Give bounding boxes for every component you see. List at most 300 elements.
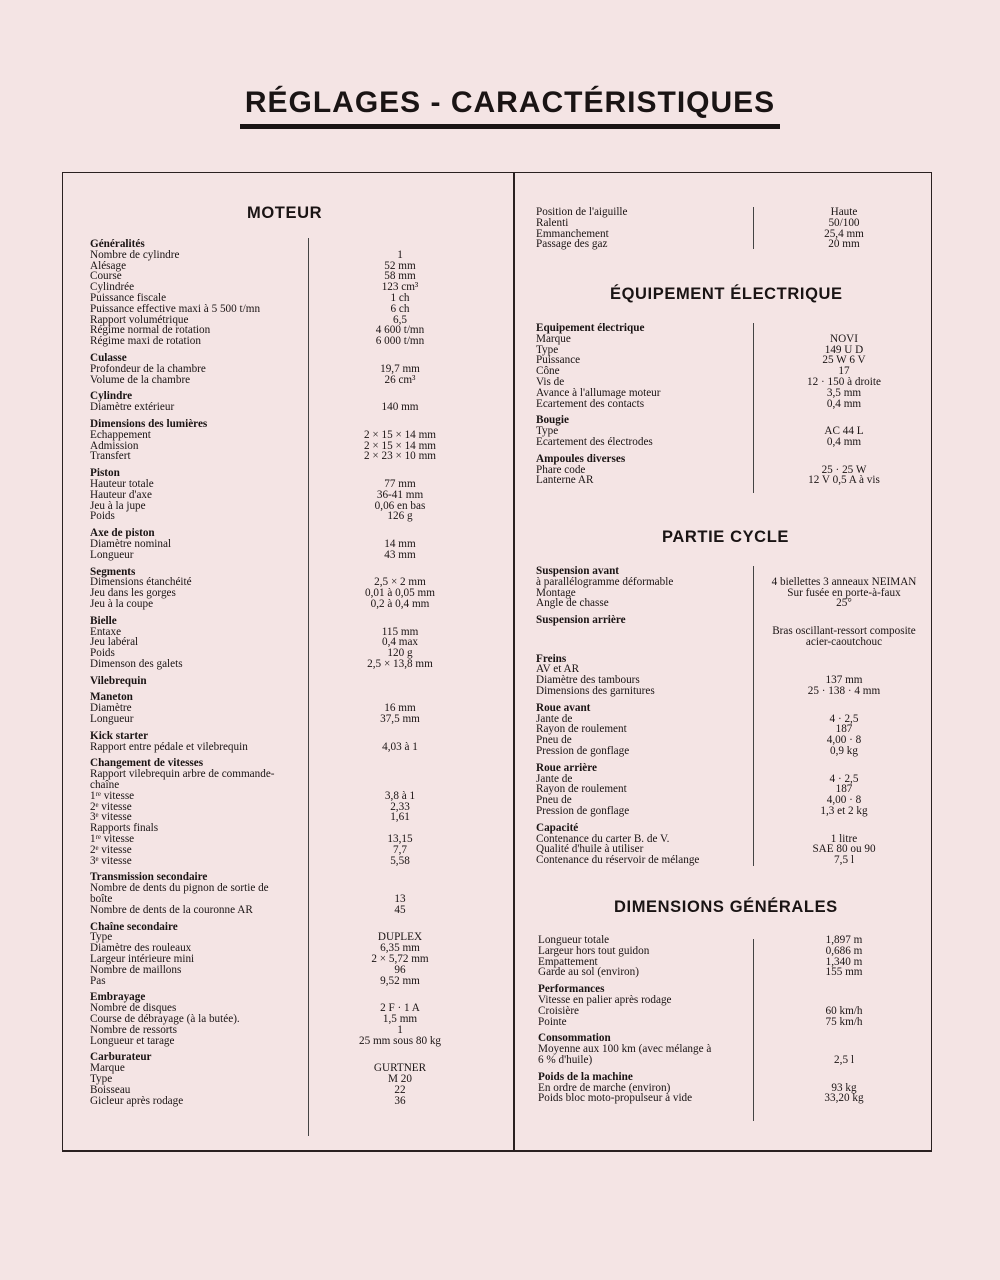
- spec-group-title: Capacité: [536, 821, 579, 834]
- spec-label: Rapports finals: [90, 822, 159, 835]
- spec-value: 6,5: [393, 313, 407, 326]
- spec-group: [90, 920, 429, 987]
- spec-value: 6,35 mm: [380, 942, 420, 955]
- spec-label: Dimenson des galets: [90, 657, 183, 670]
- spec-value: 96: [394, 963, 406, 976]
- spec-label: Course: [90, 270, 122, 283]
- spec-value: 4 600 t/mn: [375, 324, 425, 337]
- spec-label: Rayon de roulement: [536, 783, 627, 796]
- section-heading-electrique: ÉQUIPEMENT ÉLECTRIQUE: [610, 285, 843, 303]
- spec-value: 140 mm: [381, 401, 419, 414]
- spec-value: 37,5 mm: [380, 713, 420, 726]
- spec-row: [536, 206, 858, 218]
- spec-row: [90, 401, 419, 414]
- spec-label: Ralenti: [536, 216, 569, 229]
- spec-value: 4,00 · 8: [826, 734, 862, 747]
- spec-group: [90, 676, 308, 687]
- spec-group-title: Axe de piston: [90, 527, 155, 540]
- spec-label: 1ʳᵉ vitesse: [90, 833, 135, 846]
- spec-label: Ecartement des contacts: [536, 397, 645, 410]
- spec-value: 149 U D: [824, 343, 864, 356]
- spec-label: Nombre de maillons: [90, 963, 182, 976]
- spec-label: Profondeur de la chambre: [90, 362, 206, 375]
- spec-group-title: Piston: [90, 467, 120, 480]
- spec-group-title: Cylindre: [90, 390, 133, 403]
- spec-label: Nombre de dents du pignon de sortie de: [90, 882, 269, 895]
- spec-value: 7,5 l: [834, 854, 854, 867]
- spec-label: Nombre de ressorts: [90, 1023, 177, 1036]
- spec-row: [90, 450, 436, 463]
- spec-group-title: Performances: [538, 983, 605, 996]
- spec-label: 6 % d'huile): [538, 1053, 593, 1066]
- spec-label: Type: [90, 931, 113, 944]
- spec-label: Longueur et tarage: [90, 1034, 175, 1047]
- spec-group-title: Vilebrequin: [90, 674, 147, 687]
- spec-group: [536, 614, 916, 648]
- section-heading-moteur: MOTEUR: [247, 204, 323, 222]
- spec-value: Haute: [830, 206, 858, 218]
- spec-label: Emmanchement: [536, 227, 609, 240]
- spec-value: 9,52 mm: [380, 974, 420, 987]
- spec-value: 0,01 à 0,05 mm: [365, 587, 435, 600]
- spec-group: [90, 351, 420, 386]
- spec-row: [536, 354, 866, 367]
- spec-group-title: Maneton: [90, 691, 133, 704]
- spec-value: 25 W 6 V: [822, 354, 866, 367]
- spec-value: 4 biellettes 3 anneaux NEIMAN: [771, 575, 917, 588]
- section-heading-cycle: PARTIE CYCLE: [662, 528, 789, 546]
- spec-group: [536, 322, 881, 410]
- spec-value: Bras oscillant-ressort composite: [772, 624, 916, 637]
- spec-value: 13,15: [387, 833, 413, 846]
- spec-label: Diamètre extérieur: [90, 401, 175, 414]
- spec-value: 1 ch: [390, 291, 410, 304]
- spec-row: [538, 1004, 863, 1017]
- spec-label: Régime normal de rotation: [90, 324, 211, 337]
- spec-value: 19,7 mm: [380, 362, 420, 375]
- spec-label: En ordre de marche (environ): [538, 1081, 671, 1094]
- spec-label: Diamètre: [90, 702, 132, 715]
- spec-value: 58 mm: [384, 270, 416, 283]
- spec-label: Admission: [90, 439, 139, 452]
- spec-value: 1,897 m: [825, 934, 863, 946]
- spec-value: GURTNER: [373, 1062, 427, 1075]
- spec-value: 2,5 × 2 mm: [374, 576, 426, 589]
- spec-row: [536, 597, 852, 610]
- spec-label: Type: [536, 343, 559, 356]
- spec-group-title: Bielle: [90, 614, 117, 627]
- spec-row: [90, 1094, 406, 1107]
- spec-group-title: Suspension arrière: [536, 614, 626, 627]
- spec-value: 1,3 et 2 kg: [820, 804, 868, 817]
- spec-group: [90, 691, 420, 726]
- spec-label: Jeu dans les gorges: [90, 587, 176, 600]
- spec-value: 17: [838, 365, 850, 378]
- spec-group: [536, 565, 917, 610]
- spec-value: 0,4 mm: [826, 435, 862, 448]
- spec-label: Empattement: [538, 955, 598, 968]
- spec-label: Jante de: [536, 772, 573, 785]
- spec-value: 93 kg: [831, 1081, 857, 1094]
- spec-group-title: Segments: [90, 565, 136, 578]
- spec-group-title: Bougie: [536, 414, 569, 427]
- spec-label: Nombre de disques: [90, 1002, 177, 1015]
- spec-value: 75 km/h: [825, 1015, 863, 1028]
- spec-label: AV et AR: [536, 663, 580, 676]
- spec-row: [538, 944, 863, 957]
- spec-row: [536, 365, 850, 378]
- spec-row: [536, 238, 860, 251]
- spec-value: 2 × 15 × 14 mm: [364, 428, 436, 441]
- spec-group-title: Transmission secondaire: [90, 871, 208, 884]
- spec-group-title: Roue arrière: [536, 761, 597, 774]
- spec-value: 2,5 × 13,8 mm: [367, 657, 433, 670]
- spec-row: [536, 635, 883, 648]
- spec-group: [538, 1070, 864, 1105]
- spec-value: 25,4 mm: [824, 227, 864, 240]
- spec-value: 120 g: [387, 647, 413, 660]
- spec-label: Montage: [536, 586, 576, 599]
- spec-value: 0,2 à 0,4 mm: [370, 597, 430, 610]
- spec-row: [90, 974, 420, 987]
- spec-label: Jeu labéral: [90, 636, 139, 649]
- spec-group: [90, 390, 419, 414]
- spec-label: Hauteur totale: [90, 477, 154, 490]
- spec-label: Lanterne AR: [536, 474, 594, 487]
- title-underline: [240, 124, 780, 129]
- spec-row: [536, 435, 862, 448]
- spec-label: Jeu à la jupe: [90, 499, 146, 512]
- spec-value: Sur fusée en porte-à-faux: [787, 586, 901, 599]
- spec-group: [538, 983, 863, 1028]
- spec-value: 2,33: [390, 800, 410, 813]
- spec-group: [536, 701, 862, 757]
- spec-value: 1,61: [390, 811, 410, 824]
- spec-label: Pneu de: [536, 734, 572, 747]
- spec-label: Longueur: [90, 548, 134, 561]
- spec-label: Pression de gonflage: [536, 744, 630, 757]
- spec-value: 13: [394, 893, 406, 906]
- spec-value: 4,03 à 1: [382, 740, 418, 753]
- spec-label: Gicleur après rodage: [90, 1094, 184, 1107]
- spec-label: Hauteur d'axe: [90, 488, 152, 501]
- spec-group: [538, 1032, 854, 1066]
- column-divider: [513, 172, 515, 1152]
- spec-value: 20 mm: [828, 238, 860, 251]
- spec-value: 25 · 25 W: [821, 463, 867, 476]
- spec-group-title: Généralités: [90, 238, 145, 250]
- spec-value: 77 mm: [384, 477, 416, 490]
- spec-group-title: Dimensions des lumières: [90, 417, 208, 430]
- spec-value: 1 litre: [830, 832, 858, 845]
- spec-label: Dimensions des garnitures: [536, 684, 655, 697]
- spec-label: Poids bloc moto-propulseur à vide: [538, 1092, 693, 1105]
- spec-row: [536, 854, 854, 867]
- spec-value: 36-41 mm: [376, 488, 424, 501]
- spec-group-title: Suspension avant: [536, 565, 620, 577]
- spec-row: [90, 963, 406, 976]
- spec-value: 16 mm: [384, 702, 416, 715]
- spec-value: 12 · 150 à droite: [807, 375, 881, 388]
- spec-row: [536, 216, 860, 229]
- spec-group: [536, 452, 880, 487]
- spec-label: Vis de: [536, 375, 565, 388]
- spec-label: Poids: [90, 510, 115, 523]
- spec-row: [536, 744, 858, 757]
- spec-label: Largeur hors tout guidon: [538, 944, 650, 957]
- spec-value: 2 × 15 × 14 mm: [364, 439, 436, 452]
- spec-row: [90, 335, 425, 348]
- spec-label: Boisseau: [90, 1083, 131, 1096]
- spec-group: [90, 467, 426, 523]
- spec-label: Position de l'aiguille: [536, 206, 628, 218]
- spec-group: [90, 757, 416, 867]
- spec-label: Avance à l'allumage moteur: [536, 386, 661, 399]
- spec-group-title: Equipement électrique: [536, 322, 645, 334]
- section-heading-dimensions: DIMENSIONS GÉNÉRALES: [614, 898, 838, 916]
- spec-row: [90, 488, 424, 501]
- spec-row: [90, 854, 410, 867]
- spec-value: 1: [397, 1023, 403, 1036]
- spec-label: chaîne: [90, 779, 120, 792]
- spec-label: Rayon de roulement: [536, 723, 627, 736]
- spec-value: 2 × 23 × 10 mm: [364, 450, 436, 463]
- spec-value: 25 · 138 · 4 mm: [807, 684, 881, 697]
- spec-label: 3ᵉ vitesse: [90, 811, 132, 824]
- spec-value: 2 × 5,72 mm: [371, 953, 429, 966]
- spec-value: 1,340 m: [825, 955, 863, 968]
- spec-label: Alésage: [90, 259, 127, 272]
- spec-group-title: Culasse: [90, 351, 127, 364]
- spec-row: [90, 373, 416, 386]
- spec-group: [538, 934, 863, 979]
- spec-label: Rapport vilebrequin arbre de commande-: [90, 768, 275, 781]
- spec-label: Diamètre nominal: [90, 537, 172, 550]
- spec-value: 2,5 l: [834, 1053, 854, 1066]
- spec-group: [90, 871, 406, 916]
- spec-label: Contenance du réservoir de mélange: [536, 854, 700, 867]
- spec-value: 5,58: [390, 854, 410, 867]
- spec-value: 25 mm sous 80 kg: [358, 1034, 442, 1047]
- spec-value: 43 mm: [384, 548, 416, 561]
- spec-group: [90, 417, 436, 463]
- spec-label: boîte: [90, 893, 113, 906]
- spec-label: Transfert: [90, 450, 131, 463]
- spec-group-title: Freins: [536, 652, 567, 665]
- spec-value: 155 mm: [825, 966, 863, 979]
- spec-row: [90, 636, 419, 649]
- spec-group: [536, 652, 881, 697]
- spec-label: Course de débrayage (à la butée).: [90, 1013, 240, 1025]
- spec-group-title: Consommation: [538, 1032, 611, 1045]
- spec-label: Poids: [90, 647, 115, 660]
- spec-label: Pointe: [538, 1015, 567, 1028]
- spec-group: [536, 761, 868, 817]
- spec-label: Ecartement des électrodes: [536, 435, 653, 448]
- spec-value: 0,4 max: [381, 636, 419, 649]
- spec-value: 12 V 0,5 A à vis: [808, 474, 880, 487]
- spec-group: [536, 821, 876, 867]
- spec-value: 0,4 mm: [826, 397, 862, 410]
- spec-group: [90, 238, 425, 348]
- spec-row: [536, 474, 880, 487]
- spec-row: [538, 966, 863, 979]
- spec-label: Garde au sol (environ): [538, 966, 639, 979]
- spec-label: Qualité d'huile à utiliser: [536, 843, 644, 856]
- spec-group-title: Poids de la machine: [538, 1070, 633, 1083]
- spec-value: NOVI: [830, 332, 858, 345]
- spec-label: Volume de la chambre: [90, 373, 191, 386]
- spec-label: 1ʳᵉ vitesse: [90, 789, 135, 802]
- spec-row: [90, 1062, 427, 1075]
- spec-group-title: Carburateur: [90, 1051, 152, 1064]
- spec-label: Type: [90, 1072, 113, 1085]
- spec-row: [536, 575, 917, 588]
- spec-row: [536, 804, 868, 817]
- spec-label: Cône: [536, 365, 560, 378]
- spec-label: Croisière: [538, 1004, 580, 1017]
- spec-value: 2 F · 1 A: [380, 1002, 420, 1015]
- spec-row: [90, 302, 410, 315]
- spec-label: Pression de gonflage: [536, 804, 630, 817]
- spec-label: [536, 637, 539, 648]
- spec-group-title: Roue avant: [536, 701, 591, 714]
- electrique-specs: [536, 322, 881, 487]
- spec-label: Largeur intérieure mini: [90, 953, 195, 966]
- spec-label: 2ᵉ vitesse: [90, 800, 132, 813]
- spec-label: Nombre de dents de la couronne AR: [90, 903, 253, 916]
- spec-row: [538, 1053, 854, 1066]
- spec-value: AC 44 L: [824, 425, 864, 438]
- spec-row: [90, 883, 308, 894]
- spec-row: [90, 510, 413, 523]
- spec-value: 14 mm: [384, 537, 416, 550]
- spec-label: Vitesse en palier après rodage: [538, 993, 672, 1006]
- spec-row: [90, 740, 418, 753]
- spec-label: Puissance fiscale: [90, 291, 167, 304]
- cycle-specs: [536, 565, 917, 867]
- spec-value: SAE 80 ou 90: [812, 843, 876, 856]
- spec-row: [90, 248, 403, 261]
- spec-value: 4,00 · 8: [826, 794, 862, 807]
- spec-group: [536, 206, 864, 251]
- spec-value: 36: [394, 1094, 406, 1107]
- spec-row: [90, 769, 308, 780]
- carburateur-suite-specs: [536, 206, 864, 251]
- spec-row: [90, 597, 430, 610]
- spec-label: Régime maxi de rotation: [90, 335, 201, 348]
- spec-value: 0,9 kg: [830, 744, 858, 757]
- spec-value: 0,06 en bas: [374, 499, 426, 512]
- spec-label: Contenance du carter B. de V.: [536, 832, 670, 845]
- spec-label: Nombre de cylindre: [90, 248, 180, 261]
- spec-value: 123 cm³: [381, 281, 419, 294]
- spec-label: Passage des gaz: [536, 238, 608, 251]
- spec-label: Puissance effective maxi à 5 500 t/mn: [90, 302, 261, 315]
- spec-group: [90, 991, 442, 1047]
- spec-label: Puissance: [536, 354, 581, 367]
- spec-label: 2ᵉ vitesse: [90, 843, 132, 856]
- spec-value: 33,20 kg: [824, 1092, 864, 1105]
- spec-value: 3,5 mm: [826, 386, 862, 399]
- spec-value: 52 mm: [384, 259, 416, 272]
- spec-label: Dimensions étanchéité: [90, 576, 192, 589]
- spec-row: [90, 428, 436, 441]
- page-title: RÉGLAGES - CARACTÉRISTIQUES: [244, 86, 776, 119]
- spec-group-title: Chaîne secondaire: [90, 920, 178, 933]
- spec-row: [536, 624, 916, 637]
- moteur-specs: [90, 238, 442, 1107]
- spec-group: [536, 414, 864, 448]
- moteur-value-rule: [308, 238, 309, 1136]
- spec-group: [90, 1051, 427, 1107]
- spec-row: [90, 1023, 403, 1036]
- spec-label: Phare code: [536, 463, 586, 476]
- spec-label: Rapport entre pédale et vilebrequin: [90, 740, 248, 753]
- spec-label: Marque: [536, 332, 571, 345]
- spec-row: [90, 1034, 442, 1047]
- spec-value: 4 · 2,5: [829, 772, 859, 785]
- spec-value: 137 mm: [825, 674, 863, 687]
- spec-group: [90, 729, 418, 753]
- spec-row: [90, 713, 420, 726]
- spec-group-title: Embrayage: [90, 991, 146, 1004]
- spec-value: 7,7: [393, 843, 407, 856]
- spec-value: 6 000 t/mn: [375, 335, 425, 348]
- spec-value: 25°: [836, 597, 852, 610]
- spec-group-title: Changement de vitesses: [90, 757, 204, 770]
- spec-row: [90, 499, 426, 512]
- spec-value: 187: [835, 783, 853, 796]
- spec-value: 3,8 à 1: [384, 789, 416, 802]
- spec-group: [90, 527, 416, 561]
- spec-row: [90, 1083, 406, 1096]
- spec-label: Moyenne aux 100 km (avec mélange à: [538, 1043, 712, 1056]
- spec-value: 187: [835, 723, 853, 736]
- spec-value: 60 km/h: [825, 1004, 863, 1017]
- spec-label: Diamètre des rouleaux: [90, 942, 192, 955]
- spec-value: 115 mm: [381, 625, 419, 638]
- spec-value: DUPLEX: [377, 931, 423, 944]
- spec-value: 1: [397, 248, 403, 261]
- spec-label: Pas: [90, 974, 106, 987]
- spec-row: [536, 397, 862, 410]
- spec-value: 6 ch: [390, 302, 410, 315]
- spec-label: Rapport volumétrique: [90, 313, 189, 326]
- spec-label: Diamètre des tambours: [536, 674, 640, 687]
- spec-value: M 20: [388, 1072, 412, 1085]
- spec-label: Jeu à la coupe: [90, 597, 154, 610]
- spec-label: Entaxe: [90, 625, 122, 638]
- spec-value: 45: [394, 903, 406, 916]
- spec-value: 4 · 2,5: [829, 712, 859, 725]
- spec-row: [536, 386, 862, 399]
- spec-group-title: Kick starter: [90, 729, 149, 742]
- spec-label: Longueur totale: [538, 934, 610, 946]
- spec-value: 22: [394, 1083, 406, 1096]
- spec-row: [90, 657, 433, 670]
- spec-row: [90, 903, 406, 916]
- spec-group: [90, 614, 433, 670]
- spec-row: [538, 1092, 864, 1105]
- spec-row: [536, 684, 881, 697]
- spec-value: acier-caoutchouc: [805, 635, 883, 648]
- spec-label: Type: [536, 425, 559, 438]
- spec-value: 26 cm³: [384, 373, 416, 386]
- spec-label: à parallélogramme déformable: [536, 575, 674, 588]
- spec-label: 3ᵉ vitesse: [90, 854, 132, 867]
- spec-value: 0,686 m: [825, 944, 863, 957]
